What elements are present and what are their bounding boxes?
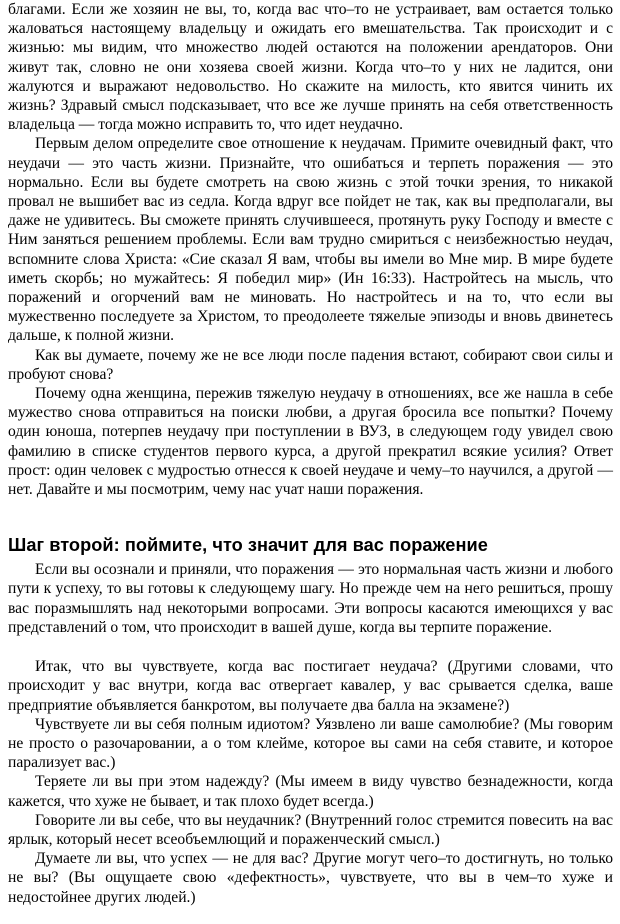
- paragraph-attitude-to-failure: Первым делом определите свое отношение к неудачам. Примите очевидный факт, что неудачи — это часть жизни. Признайте, что ошибаться и терпеть поражения — это нормально. Если вы будете смотреть на свою жизнь с этой точки зрения, то никакой провал не вышибет вас из седла. Когда вдруг все пойдет не так, как вы предполагали, вы даже не удивитесь. Вы сможете принять случившееся, протянуть руку Господу и вместе с Ним заняться решением проблемы. Если вам трудно смириться с неизбежностью неудач, вспомните слова Христа: «Сие сказал Я вам, чтобы вы имели во Мне мир. В мире будете иметь скорбь; но мужайтесь: Я победил мир» (Ин 16:33). Настройтесь на мысль, что поражений и огорчений вам не миновать. Но настройтесь и на то, что если вы мужественно последуете за Христом, то преодолеете тяжелые эпизоды и вновь двинетесь дальше, к полной жизни.: [8, 135, 613, 345]
- paragraph-question-why-not-rise: Как вы думаете, почему же не все люди после падения встают, собирают свои силы и пробуют снова?: [8, 346, 613, 383]
- paragraph-call-yourself-loser: Говорите ли вы себе, что вы неудачник? (Внутренний голос стремится повесить на вас ярлык, который несет всеобъемлющий и пораженческий смысл.): [8, 811, 613, 848]
- paragraph-owner-responsibility: благами. Если же хозяин не вы, то, когда вас что–то не устраивает, вам остается только жаловаться настоящему владельцу и ожидать его вмешательства. Так происходит и с жизнью: мы видим, что множество людей остаются на положении арендаторов. Они живут так, словно не они хозяева своей жизни. Когда что–то у них не ладится, они жалуются и выражают недовольство. Но скажите на милость, кто явится чинить их жизнь? Здравый смысл подсказывает, что все же лучше принять на себя ответственность владельца — тогда можно исправить то, что идет неудачно.: [8, 1, 613, 134]
- paragraph-what-do-you-feel: Итак, что вы чувствуете, когда вас постигает неудача? (Другими словами, что происходит у вас внутри, когда вас отвергает кавалер, у вас срывается сделка, ваше предприятие объявляется банкротом, вы получаете два балла на экзамене?): [8, 658, 613, 714]
- paragraph-woman-and-youth-examples: Почему одна женщина, пережив тяжелую неудачу в отношениях, все же нашла в себе мужество снова отправиться на поиски любви, а другая бросила все попытки? Почему один юноша, потерпев неудачу при поступлении в ВУЗ, в следующем году увидел свою фамилию в списке студентов первого курса, а другой прекратил всякие усилия? Ответ прост: один человек с мудростью отнесся к своей неудаче и чему–то научился, а другой — нет. Давайте и мы посмотрим, чему нас учат наши поражения.: [8, 385, 613, 499]
- paragraph-lose-hope: Теряете ли вы при этом надежду? (Мы имеем в виду чувство безнадежности, когда кажется, что хуже не бывает, и так плохо будет всегда.): [8, 773, 613, 810]
- document-page: [8, 0, 613, 907]
- spacer: [8, 499, 613, 533]
- section-heading: Шаг второй: поймите, что значит для вас поражение: [8, 535, 488, 556]
- spacer: [8, 637, 613, 657]
- paragraph-success-not-for-you: Думаете ли вы, что успех — не для вас? Другие могут чего–то достигнуть, но только не вы? (Вы ощущаете свою «дефектность», чувствуете, что вы в чем–то хуже и недостойнее других людей.): [8, 850, 613, 906]
- paragraph-next-step-intro: Если вы осознали и приняли, что поражения — это нормальная часть жизни и любого пути к успеху, то вы готовы к следующему шагу. Но прежде чем на него решиться, прошу вас поразмышлять над некоторыми вопросами. Эти вопросы касаются имеющихся у вас представлений о том, что происходит в вашей душе, когда вы терпите поражение.: [8, 561, 613, 636]
- paragraph-feel-like-idiot: Чувствуете ли вы себя полным идиотом? Уязвлено ли ваше самолюбие? (Мы говорим не просто о разочаровании, а о том клейме, которое вы сами на себя ставите, и которое парализует вас.): [8, 715, 613, 772]
